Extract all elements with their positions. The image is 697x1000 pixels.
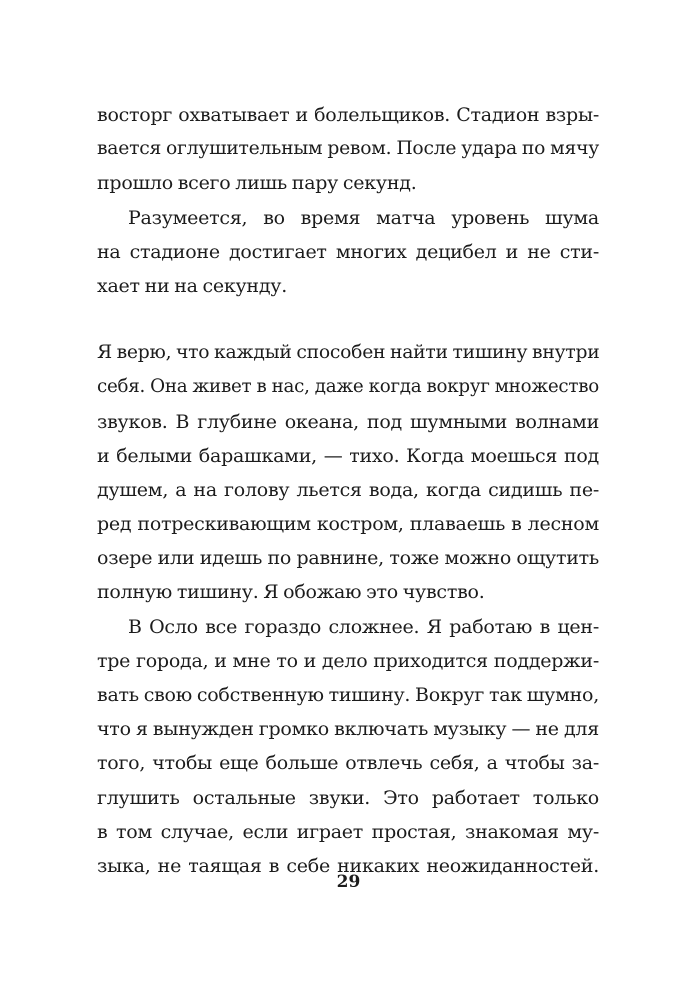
paragraph-1 bbox=[97, 98, 599, 201]
paragraph-3 bbox=[97, 336, 599, 610]
text-line: вать свою собственную тишину. Вокруг так шумно, bbox=[97, 684, 599, 706]
text-line: Разумеется, во время матча уровень шума bbox=[128, 206, 599, 229]
paragraph-4 bbox=[97, 610, 599, 884]
text-line: Я верю, что каждый способен найти тишину внутри bbox=[97, 342, 600, 364]
text-line: полную тишину. Я обожаю это чувство. bbox=[97, 581, 485, 604]
text-line: вается оглушительным ревом. После удара по мячу bbox=[97, 138, 599, 160]
text-line: душем, а на голову льется вода, когда сидишь пе- bbox=[97, 478, 599, 501]
text-line: того, чтобы еще больше отвлечь себя, а чтобы за- bbox=[97, 752, 599, 775]
text-line: тре города, и мне то и дело приходится поддержи- bbox=[97, 649, 599, 672]
text-line: глушить остальные звуки. Это работает только bbox=[97, 786, 599, 809]
page-body bbox=[97, 98, 599, 883]
text-line: зыка, не таящая в себе никаких неожиданностей. bbox=[97, 854, 599, 877]
text-line: ред потрескивающим костром, плаваешь в лесном bbox=[97, 513, 599, 536]
text-line: на стадионе достигает многих децибел и не сти- bbox=[97, 240, 599, 263]
text-line: и белыми барашками, — тихо. Когда моешься под bbox=[97, 444, 599, 467]
paragraph-2 bbox=[97, 201, 599, 304]
text-line: озере или идешь по равнине, тоже можно ощутить bbox=[97, 547, 599, 570]
text-line: звуков. В глубине океана, под шумными волнами bbox=[97, 410, 599, 433]
text-line: себя. Она живет в нас, даже когда вокруг множество bbox=[97, 376, 599, 398]
text-line: в том случае, если играет простая, знакомая му- bbox=[97, 820, 599, 843]
text-line: что я вынужден громко включать музыку — не для bbox=[97, 718, 599, 741]
text-line: хает ни на секунду. bbox=[97, 274, 288, 297]
text-line: В Осло все гораздо сложнее. Я работаю в цен- bbox=[128, 615, 599, 638]
text-line: восторг охватывает и болельщиков. Стадион взры- bbox=[97, 104, 599, 126]
text-line: прошло всего лишь пару секунд. bbox=[97, 172, 417, 195]
section-break bbox=[97, 303, 599, 336]
page-number: 29 bbox=[336, 872, 361, 892]
